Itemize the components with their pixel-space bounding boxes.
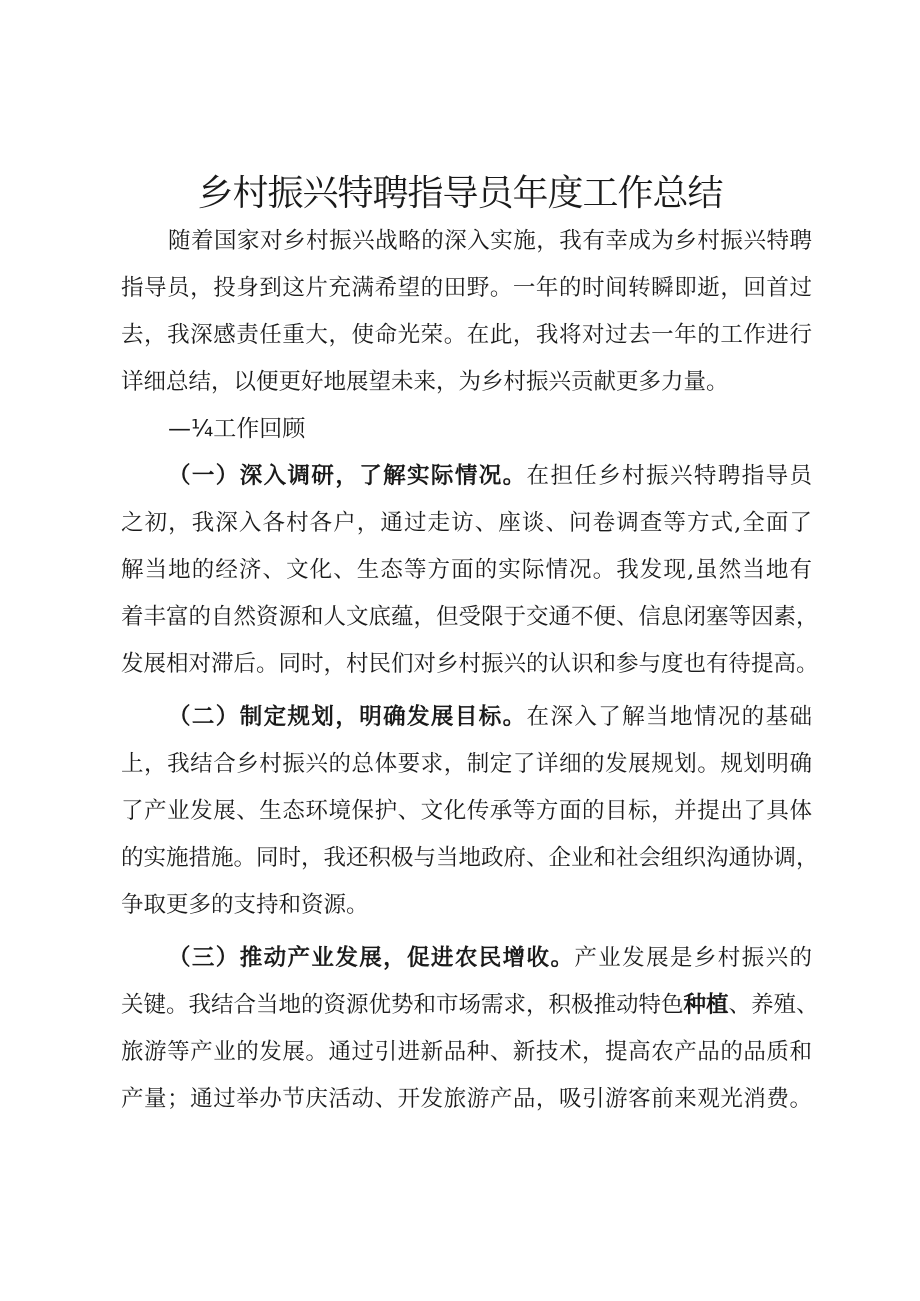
intro-line: 随着国家对乡村振兴战略的深入实施，我有幸成为乡村振兴特聘 bbox=[168, 228, 812, 254]
section-3-line: 旅游等产业的发展。通过引进新品种、新技术，提高农产品的品质和 bbox=[121, 1039, 812, 1065]
section-1-line: 着丰富的自然资源和人文底蕴，但受限于交通不便、信息闭塞等因素， bbox=[121, 604, 819, 630]
intro-line: 详细总结，以便更好地展望未来，为乡村振兴贡献更多力量。 bbox=[121, 369, 729, 395]
section-2-line: 争取更多的支持和资源。 bbox=[121, 892, 369, 918]
section-2-line: 的实施措施。同时，我还积极与当地政府、企业和社会组织沟通协调， bbox=[121, 845, 819, 871]
section-2-lead: （二）制定规划，明确发展目标。 bbox=[168, 704, 527, 730]
section-3-first-line-text: 产业发展是乡村振兴的 bbox=[574, 945, 812, 971]
section-1-lead: （一）深入调研，了解实际情况。 bbox=[168, 463, 527, 489]
intro-line: 指导员，投身到这片充满希望的田野。一年的时间转瞬即逝，回首过 bbox=[121, 275, 812, 301]
section-1-first-line bbox=[168, 461, 812, 491]
document-title: 乡村振兴特聘指导员年度工作总结 bbox=[197, 173, 723, 214]
section-3-line-text: 、养殖、 bbox=[728, 992, 819, 1018]
section-3-first-line bbox=[168, 943, 812, 973]
section-2-line: 上，我结合乡村振兴的总体要求，制定了详细的发展规划。规划明确 bbox=[121, 751, 812, 777]
section-3-line-text: 关键。我结合当地的资源优势和市场需求，积极推动特色 bbox=[121, 992, 684, 1018]
section-1-line: 之初，我深入各村各户，通过走访、座谈、问卷调查等方式,全面了 bbox=[121, 510, 812, 536]
section-heading: —¼工作回顾 bbox=[168, 416, 306, 442]
section-2-first-line bbox=[168, 702, 812, 732]
section-3-emphasis: 种植 bbox=[683, 992, 729, 1018]
section-3-line bbox=[121, 990, 819, 1020]
section-1-first-line-text: 在担任乡村振兴特聘指导员 bbox=[526, 463, 812, 489]
section-3-line: 产量；通过举办节庆活动、开发旅游产品，吸引游客前来观光消费。 bbox=[121, 1086, 812, 1112]
section-3-lead: （三）推动产业发展，促进农民增收。 bbox=[168, 945, 575, 971]
intro-line: 去，我深感责任重大，使命光荣。在此，我将对过去一年的工作进行 bbox=[121, 322, 812, 348]
section-2-first-line-text: 在深入了解当地情况的基础 bbox=[526, 704, 812, 730]
section-1-line: 发展相对滞后。同时，村民们对乡村振兴的认识和参与度也有待提高。 bbox=[121, 651, 819, 677]
section-2-line: 了产业发展、生态环境保护、文化传承等方面的目标，并提出了具体 bbox=[121, 798, 812, 824]
section-1-line: 解当地的经济、文化、生态等方面的实际情况。我发现,虽然当地有 bbox=[121, 557, 812, 583]
